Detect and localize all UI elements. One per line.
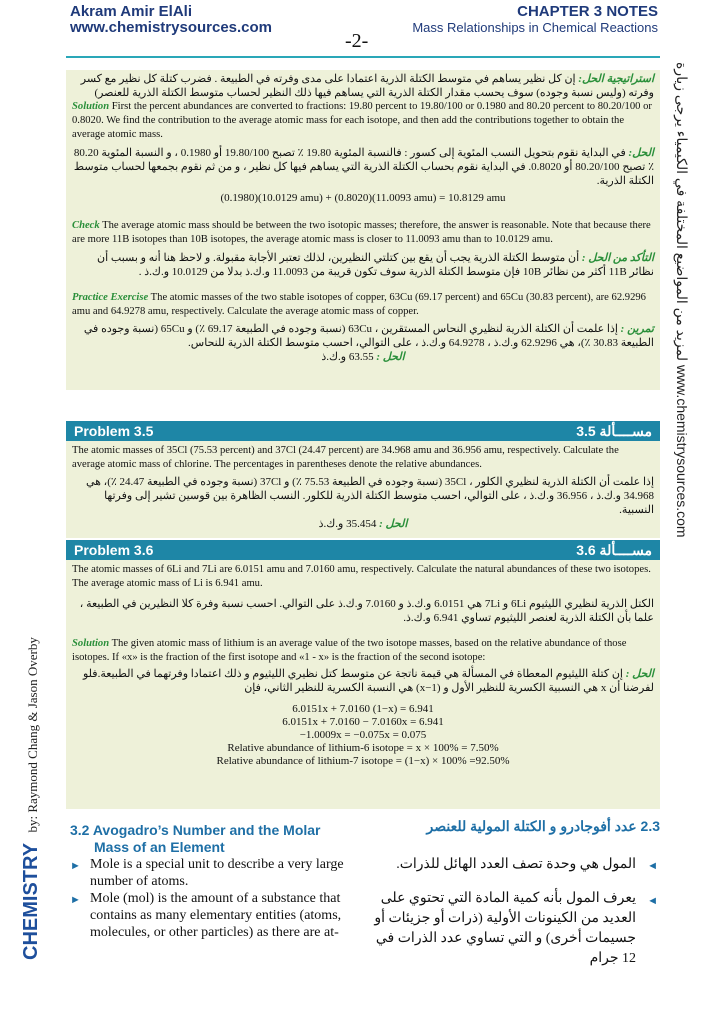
problem-3-5-text: The atomic masses of 35Cl (75.53 percent) and 37Cl (24.47 percent) are 34.968 amu and 36.956 amu, respectively. Calculate the average atomic mass of chlorine. The percentages in parentheses denote the relative abundances. xyxy=(72,445,619,470)
page-number: -2- xyxy=(345,30,369,52)
bullet-en-1-text: Mole is a special unit to describe a very large number of atoms. xyxy=(90,857,344,889)
average-equation: (0.1980)(10.0129 amu) + (0.8020)(11.0093 amu) = 10.8129 amu xyxy=(220,192,506,204)
problem-3-6-solution-text-ar: إن كتلة الليثيوم المعطاة في المسألة هي قيمة ناتجة عن متوسط كتل نظيري الليثيوم و ذلك اعتمادا وفرتهما في الطبيعة.فلو لفرضنا أن x هي النسبية الكسرية للنظير الأول و (1−x) هي النسبة الكسرية للنظير الثاني، فإن xyxy=(82,668,654,694)
problem-3-6-box xyxy=(66,560,660,809)
check-ar xyxy=(72,251,654,279)
problem-3-5-answer-label: الحل : xyxy=(379,518,408,530)
header-left xyxy=(70,4,272,36)
practice-answer-ar xyxy=(72,350,654,364)
practice-text-ar: إذا علمت أن الكتلة الذرية لنظيري النحاس المستقرين ، 63Cu (نسبة وجوده في الطبيعة 69.17 ٪) و 65Cu (نسبة وجوده في الطبيعة 30.83 ٪)، هي 62.9296 و.ك.ذ ، 64.9278 و.ك.ذ ، على التوالي، احسب متوسط الكتلة الذرية للنحاس. xyxy=(83,323,654,349)
practice-answer-value-ar: 63.55 و.ك.ذ xyxy=(321,351,374,363)
equation-2: 6.0151x + 7.0160 − 7.0160x = 6.941 xyxy=(282,716,444,728)
problem-3-6-solution-label-ar: الحل : xyxy=(625,668,654,680)
example-box xyxy=(66,70,660,390)
section-title-en xyxy=(70,822,370,856)
problem-3-5-answer-ar xyxy=(72,517,654,531)
check-en xyxy=(72,219,654,247)
strategy-text-ar: إن كل نظير يساهم في متوسط الكتلة الذرية اعتمادا على مدى وفرته في الطبيعة . فضرب كتلة كل نظير مع كسر وفرته (وليس نسبة وجوده) سوف يحسب مقدار الكتلة الذرية التي يساهم فيها ذلك النظير لحساب متوسط الكتلة الذرية للعنصر) xyxy=(80,73,654,99)
triangle-bullet-icon: ► xyxy=(70,894,81,906)
triangle-bullet-icon: ► xyxy=(70,860,81,872)
bullet-ar-1 xyxy=(368,856,658,875)
problem-3-6-text: The atomic masses of 6Li and 7Li are 6.0151 amu and 7.0160 amu, respectively. Calculate the natural abundances of these two isotopes. The average atomic mass of Li is 6.941 amu. xyxy=(72,564,651,589)
problem-3-6-solution-label: Solution xyxy=(72,638,110,649)
solution-label-ar: الحل: xyxy=(628,147,654,159)
check-text: The average atomic mass should be between the two isotopic masses; therefore, the answer is reasonable. Note that because there are more 11B isotopes than 10B isotopes, the average atomic mass is closer to 11.0093 amu than to 10.0129 amu. xyxy=(72,220,651,245)
header-rule xyxy=(66,56,660,58)
problem-3-5-header xyxy=(66,421,660,441)
bullet-ar-2 xyxy=(368,889,658,969)
triangle-bullet-icon: ◄ xyxy=(647,860,658,872)
bullet-en-2 xyxy=(70,890,356,941)
right-sidebar xyxy=(673,62,690,538)
chapter-subtitle: Mass Relationships in Chemical Reactions xyxy=(412,20,658,35)
solution-ar xyxy=(72,146,654,188)
section-title-en-line1: 3.2 Avogadro’s Number and the Molar xyxy=(70,822,321,838)
strategy-label-ar: استراتيجية الحل: xyxy=(578,73,654,85)
problem-3-6-solution-ar xyxy=(72,667,654,695)
equation-5: Relative abundance of lithium-7 isotope = (1−x) × 100% =92.50% xyxy=(216,755,510,767)
left-sidebar xyxy=(20,637,43,960)
problem-3-5-box xyxy=(66,441,660,538)
chapter-title: CHAPTER 3 NOTES xyxy=(517,3,658,20)
problem-3-5-title: Problem 3.5 xyxy=(74,423,154,439)
bullets-ar xyxy=(368,856,658,969)
bullet-en-2-text: Mole (mol) is the amount of a substance that contains as many elementary entities (atoms, molecules, or other particles) as there are at- xyxy=(90,891,342,940)
practice-label: Practice Exercise xyxy=(72,292,149,303)
practice-text: The atomic masses of the two stable isotopes of copper, 63Cu (69.17 percent) and 65Cu (30.83 percent), are 62.9296 amu and 64.9278 amu, respectively. Calculate the average atomic mass of copper. xyxy=(72,292,646,317)
problem-3-6-solution-text: The given atomic mass of lithium is an average value of the two isotope masses, based on the relative abundance of those isotopes. If «x» is the fraction of the first isotope and «1 - x» is the fraction of the second isotope: xyxy=(72,638,627,663)
problem-3-6-title: Problem 3.6 xyxy=(74,542,154,558)
left-sidebar-title: CHEMISTRY xyxy=(20,842,42,960)
problem-3-5-title-ar: مســــألة 3.5 xyxy=(576,423,652,439)
solution-text: First the percent abundances are converted to fractions: 19.80 percent to 19.80/100 or 0.1980 and 80.20 percent to 80.20/100 or 0.8020. We find the contribution to the average atomic mass for each isotope, and then add the contributions together to obtain the average atomic mass. xyxy=(72,101,652,140)
problem-3-6-text-ar: الكتل الذرية لنظيري الليثيوم 6Li و 7Li هي 6.0151 و.ك.ذ و 7.0160 و.ك.ذ على التوالي. احسب نسبة وفرة كلا النظيرين في الطبيعة ، علما بأن الكتلة الذرية لعنصر الليثيوم تساوي 6.941 و.ك.ذ. xyxy=(79,598,654,624)
problem-3-5-answer-value: 35.454 و.ك.ذ xyxy=(318,518,377,530)
solution-en xyxy=(72,100,654,142)
triangle-bullet-icon: ◄ xyxy=(647,895,658,907)
check-label-ar: التأكد من الحل : xyxy=(581,252,654,264)
problem-3-6-solution xyxy=(72,637,654,665)
practice-ar xyxy=(72,322,654,350)
strategy-ar xyxy=(72,72,654,100)
bullet-ar-2-text: يعرف المول بأنه كمية المادة التي تحتوي على العديد من الكينونات الأولية (ذرات أو جزيئات أو جسيمات أخرى) و التي تساوي عدد الذرات في 12 جرام xyxy=(374,891,636,966)
bullets-en xyxy=(70,856,356,941)
site-url[interactable]: www.chemistrysources.com xyxy=(70,19,273,36)
solution-text-ar: في البداية نقوم بتحويل النسب المئوية إلى كسور : فالنسبة المئوية 19.80 ٪ تصبح 19.80/100 أو 0.1980 ، و النسبة المئوية 80.20 ٪ تصبح 80.20/100 أو 0.8020. في البداية نقوم بحساب الكتلة الذرية التي يساهم فيها كل نظير ، و من ثم نقوم بجمعها لحساب متوسط الكتلة الذرية. xyxy=(73,147,654,187)
bullet-ar-1-text: المول هي وحدة تصف العدد الهائل للذرات. xyxy=(396,857,636,872)
problem-3-6-header xyxy=(66,540,660,560)
check-text-ar: أن متوسط الكتلة الذرية يجب أن يقع بين كتلتي النظيرين، لذلك تعتبر الأجابة مقبولة. و لاحظ هنا أنه و بسبب أن نظائر 11B أكثر من نظائر 10B فإن متوسط الكتلة الذرية سوف تكون قريبة من 11.0093 و.ك.ذ بدلا من 10.0129 و.ك.ذ . xyxy=(97,252,654,278)
practice-en xyxy=(72,291,654,319)
author-name: Akram Amir ElAli xyxy=(70,3,192,20)
right-sidebar-arabic: لمزيد من المواضيع المختلفة في الكيمياء يرجى زيارة xyxy=(674,62,690,361)
practice-label-ar: تمرين : xyxy=(620,323,654,335)
solution-label: Solution xyxy=(72,101,110,112)
check-label: Check xyxy=(72,220,100,231)
section-title-ar: 2.3 عدد أفوجادرو و الكتلة المولية للعنصر xyxy=(426,818,660,834)
problem-3-6-title-ar: مســــألة 3.6 xyxy=(576,542,652,558)
equation-4: Relative abundance of lithium-6 isotope = x × 100% = 7.50% xyxy=(227,742,499,754)
header-right xyxy=(412,4,658,36)
equation-1: 6.0151x + 7.0160 (1−x) = 6.941 xyxy=(292,703,434,715)
bullet-en-1 xyxy=(70,856,356,890)
section-title-en-line2: Mass of an Element xyxy=(94,839,225,855)
left-sidebar-by: by: Raymond Chang & Jason Overby xyxy=(25,637,40,833)
problem-3-5-text-ar: إذا علمت أن الكتلة الذرية لنظيري الكلور ، 35Cl (نسبة وجوده في الطبيعة 75.53 ٪) و 37Cl (نسبة وجوده في الطبيعة 24.47 ٪)، هي 34.968 و.ك.ذ ، 36.956 و.ك.ذ ، على التوالي، احسب متوسط الكتلة الذرية للكلور. النسب الظاهرة بين قوسين تشير إلى وفرتها النسبية. xyxy=(85,476,654,516)
practice-answer-label-ar: الحل : xyxy=(376,351,405,363)
right-sidebar-url[interactable]: www.chemistrysources.com xyxy=(674,364,690,538)
equation-3: −1.0009x = −0.075x = 0.075 xyxy=(299,729,427,741)
